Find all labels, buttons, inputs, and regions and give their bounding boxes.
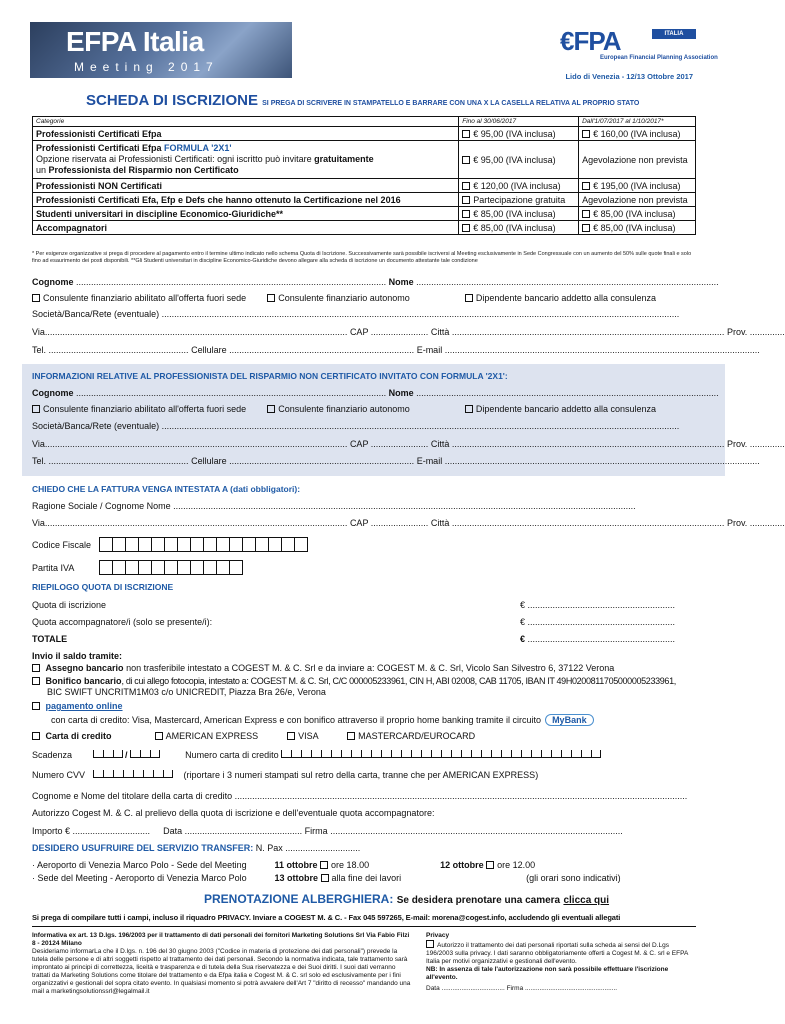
checkbox[interactable] [426, 940, 434, 948]
title-instructions: SI PREGA DI SCRIVERE IN STAMPATELLO E BARRARE CON UNA X LA CASELLA RELATIVA AL PROPRIO STATO [262, 100, 640, 107]
invoice-section-title: CHIEDO CHE LA FATTURA VENGA INTESTATA A (dati obbligatori): [32, 484, 301, 494]
banner-subtitle: Meeting 2017 [74, 60, 219, 74]
checkbox[interactable] [32, 702, 40, 710]
invitee-cognome-nome-row[interactable]: Cognome ............................................................................................................................ Nome ......................................................................................................................... [32, 388, 719, 398]
hotel-row: PRENOTAZIONE ALBERGHIERA: Se desidera prenotare una camera clicca qui [204, 892, 610, 906]
summary-section-title: RIEPILOGO QUOTA DI ISCRIZIONE [32, 582, 174, 592]
checkbox[interactable] [582, 182, 590, 190]
logo-mark: €FPA [560, 26, 621, 56]
opt-visa[interactable]: VISA [287, 731, 318, 741]
row-category: Professionisti NON Certificati [33, 179, 459, 193]
opt-consulente-fuori-sede[interactable]: Consulente finanziario abilitato all'offerta fuori sede [32, 404, 246, 414]
scadenza-year-field[interactable] [130, 750, 160, 760]
invitee-status-options-row [32, 404, 696, 414]
option-late: Agevolazione non prevista [579, 141, 696, 179]
option-late[interactable]: € 85,00 (IVA inclusa) [579, 207, 696, 221]
checkbox[interactable] [287, 732, 295, 740]
opt-consulente-autonomo[interactable]: Consulente finanziario autonomo [267, 404, 410, 414]
scadenza-row: Scadenza / Numero carta di credito [32, 750, 696, 760]
opt-transfer-11[interactable]: ore 18.00 [320, 860, 369, 870]
codice-fiscale-boxes[interactable] [99, 537, 307, 554]
banner-title: EFPA Italia [66, 26, 204, 57]
checkbox[interactable] [462, 224, 470, 232]
invitee-contacts-row[interactable]: Tel. ........................................................ Cellulare .......................................................................... E-mail .............................................................................................................................. [32, 456, 760, 466]
invitee-section-title: INFORMAZIONI RELATIVE AL PROFESSIONISTA DEL RISPARMIO NON CERTIFICATO INVITATO CON FORMULA '2X1': [32, 371, 508, 381]
privacy-title: Privacy [426, 932, 450, 939]
privacy-nb: NB: In assenza di tale l'autorizzazione non sarà possibile effettuare l'iscrizione all'evento. [426, 966, 669, 981]
mybank-logo: MyBank [545, 714, 594, 726]
option-early[interactable]: € 95,00 (IVA inclusa) [459, 141, 579, 179]
privacy-block [426, 932, 696, 993]
option-early[interactable]: € 85,00 (IVA inclusa) [459, 207, 579, 221]
invoice-address-row[interactable]: Via......................................................................................................................... CAP ....................... Città ............................................................................................................. Prov. .............. [32, 518, 785, 528]
checkbox[interactable] [465, 405, 473, 413]
online-description: con carta di credito: Visa, Mastercard, American Express e con bonifico attraverso il proprio home banking tramite il circuito MyBank [32, 714, 696, 726]
transfer-title: DESIDERO USUFRUIRE DEL SERVIZIO TRANSFER: [32, 843, 254, 853]
opt-online[interactable] [32, 701, 696, 711]
header-banner [30, 22, 292, 78]
checkbox[interactable] [462, 196, 470, 204]
checkbox[interactable] [486, 861, 494, 869]
logo-badge: ITALIA [652, 29, 696, 39]
title-main: SCHEDA DI ISCRIZIONE [86, 92, 258, 109]
footer-instructions: Si prega di compilare tutti i campi, incluso il riquadro PRIVACY. Inviare a COGEST M. & C. - Fax 045 597265, E-mail: morena@cogest.info, accludendo gli eventuali allegati [32, 913, 621, 922]
card-row [32, 731, 696, 741]
opt-dipendente-bancario[interactable]: Dipendente bancario addetto alla consulenza [465, 293, 656, 303]
titolare-row[interactable]: Cognome e Nome del titolare della carta di credito ..................................................................................................................................................................................... [32, 791, 688, 801]
status-options-row [32, 293, 696, 303]
partita-iva-label: Partita IVA [32, 562, 75, 573]
option-late[interactable]: € 85,00 (IVA inclusa) [579, 221, 696, 235]
transfer-route-1: · Aeroporto di Venezia Marco Polo - Sede del Meeting 11 ottobre ore 18.00 12 ottobre ore 12.00 [32, 860, 536, 870]
checkbox[interactable] [32, 677, 40, 685]
option-late: Agevolazione non prevista [579, 193, 696, 207]
row-category: Professionisti Certificati Efa, Efp e Defs che hanno ottenuto la Certificazione nel 2016 [33, 193, 459, 207]
table-row [33, 141, 696, 179]
checkbox[interactable] [347, 732, 355, 740]
hotel-title: PRENOTAZIONE ALBERGHIERA: [204, 892, 394, 906]
transfer-title-row[interactable]: DESIDERO USUFRUIRE DEL SERVIZIO TRANSFER: N. Pax .............................. [32, 843, 361, 853]
table-row [33, 207, 696, 221]
table-row [33, 127, 696, 141]
checkbox[interactable] [155, 732, 163, 740]
event-dateline: Lido di Venezia - 12/13 Ottobre 2017 [565, 72, 693, 81]
opt-transfer-12[interactable]: ore 12.00 [486, 860, 535, 870]
payment-title: Invio il saldo tramite: [32, 651, 123, 661]
header-categorie: Categorie [33, 117, 459, 127]
checkbox[interactable] [32, 732, 40, 740]
informativa-title: Informativa ex art. 13 D.lgs. 196/2003 per il trattamento di dati personali dei fornitori Marketing Solutions Srl Via Fabio Filzi 8 - 20124 Milano [32, 932, 410, 947]
checkbox[interactable] [267, 294, 275, 302]
checkbox[interactable] [267, 405, 275, 413]
contacts-row[interactable]: Tel. ........................................................ Cellulare .......................................................................... E-mail .............................................................................................................................. [32, 345, 760, 355]
checkbox[interactable] [582, 224, 590, 232]
table-row [33, 179, 696, 193]
opt-mastercard[interactable]: MASTERCARD/EUROCARD [347, 731, 475, 741]
option-early[interactable]: € 85,00 (IVA inclusa) [459, 221, 579, 235]
checkbox[interactable] [462, 182, 470, 190]
privacy-sign-row[interactable]: Data ................................... Firma ................................................... [426, 985, 618, 992]
row-category: Accompagnatori [33, 221, 459, 235]
checkbox[interactable] [32, 405, 40, 413]
card-number-field[interactable] [281, 750, 601, 760]
opt-consulente-fuori-sede[interactable]: Consulente finanziario abilitato all'offerta fuori sede [32, 293, 246, 303]
option-early[interactable]: € 95,00 (IVA inclusa) [459, 127, 579, 141]
row-category: Studenti universitari in discipline Economico-Giuridiche** [33, 207, 459, 221]
opt-amex[interactable]: AMERICAN EXPRESS [155, 731, 259, 741]
option-early[interactable]: Partecipazione gratuita [459, 193, 579, 207]
opt-dipendente-bancario[interactable]: Dipendente bancario addetto alla consulenza [465, 404, 656, 414]
table-row [33, 193, 696, 207]
option-late[interactable]: € 160,00 (IVA inclusa) [579, 127, 696, 141]
table-row [33, 221, 696, 235]
cvv-field[interactable] [93, 770, 173, 780]
header-late: Dall'1/07/2017 al 1/10/2017* [579, 117, 696, 127]
opt-carta[interactable]: Carta di credito [32, 731, 112, 741]
partita-iva-row [32, 560, 696, 580]
importo-row[interactable]: Importo € ............................... Data ............................................... Firma ..................................................................................................................... [32, 826, 623, 836]
cognome-nome-row[interactable]: Cognome ............................................................................................................................ Nome ......................................................................................................................... [32, 277, 719, 287]
codice-fiscale-row [32, 537, 696, 557]
checkbox[interactable] [321, 874, 329, 882]
checkbox[interactable] [32, 664, 40, 672]
informativa-body: Desideriamo informarLa che il D.lgs. n. 196 del 30 giugno 2003 ("Codice in materia di protezione dei dati personali") prevede la tutela delle persone e di altri soggetti rispetto al trattamento dei dati personali. Secondo la normativa indicata, tale trattamento sarà improntato ai principi di correttezza, liceità e trasparenza e di tutela della Sua riservatezza e dei Suoi diritti. I suoi dati verranno trattati da Marketing Solutions come titolare del trattamento e da Efpa italia e Cogest M. & C. srl solo ed esclusivamente per i fini organizzativi e gestionali del sopra citato evento. In qualsiasi momento si potrà avvalere dell'Art 7 "diritto di recesso" mandando una mail a marketingsolutionssrl@legalmail.it [32, 948, 411, 995]
invitee-societa-row[interactable]: Società/Banca/Rete (eventuale) ............................................................................................................................................................................................................... [32, 421, 680, 431]
page-title [86, 92, 639, 109]
fees-note: * Per esigenze organizzative si prega di procedere al pagamento entro il termine ultimo indicato nello schema Quota di Iscrizione. Successivamente sarà possibile iscriversi al Meeting esclusivamente in Sede Congressuale con un aumento del 50% sulle quote finali e solo fino ad esaurimento dei posti disponibili. **Gli Studenti universitari in discipline Economico-Giuridiche devono allegare alla scheda di iscrizione un documento attestante tale condizione [32, 251, 692, 264]
societa-row[interactable]: Società/Banca/Rete (eventuale) ............................................................................................................................................................................................................... [32, 309, 680, 319]
summary-accomp-row[interactable]: Quota accompagnatore/i (solo se presente/i): € ........................................................... [32, 617, 676, 627]
partita-iva-boxes[interactable] [99, 560, 242, 577]
invitee-address-row[interactable]: Via......................................................................................................................... CAP ....................... Città ............................................................................................................. Prov. .............. [32, 439, 785, 449]
opt-transfer-13[interactable]: alla fine dei lavori [321, 873, 402, 883]
checkbox[interactable] [320, 861, 328, 869]
privacy-consent[interactable]: Autorizzo il trattamento dei dati personali riportati sulla scheda ai sensi del D.Lgs 196/2003 sulla privacy. I dati saranno obbligatoriamente offerti a Cogest M. & C. srl e EFPA Italia per motivi organizzativi e gestionali dell'evento. [426, 942, 688, 965]
summary-quota-row[interactable]: Quota di iscrizione € ........................................................... [32, 600, 676, 610]
opt-bonifico[interactable]: Bonifico bancario, di cui allego fotocopia, intestato a: COGEST M. & C. Srl, C/C 000005233961, CIN H, ABI 02008, CAB 11705, IBAN IT 49H0200811705000005233961, BIC SWIFT UNCRITM1M03 c/o UNICREDIT, Piazza Bra 26/e, Verona [32, 676, 696, 700]
checkbox[interactable] [32, 294, 40, 302]
header-early: Fino al 30/06/2017 [459, 117, 579, 127]
fees-table [32, 116, 696, 235]
scadenza-field[interactable] [93, 750, 123, 760]
option-late[interactable]: € 195,00 (IVA inclusa) [579, 179, 696, 193]
checkbox[interactable] [582, 210, 590, 218]
hotel-link[interactable]: clicca qui [563, 895, 610, 906]
opt-consulente-autonomo[interactable]: Consulente finanziario autonomo [267, 293, 410, 303]
codice-fiscale-label: Codice Fiscale [32, 539, 92, 550]
table-header-row [33, 117, 696, 127]
opt-assegno[interactable]: Assegno bancario non trasferibile intestato a COGEST M. & C. Srl e da inviare a: COGEST M. & C. Srl, Vicolo San Silvestro 6, 37122 Verona [32, 663, 696, 673]
checkbox[interactable] [462, 156, 470, 164]
checkbox[interactable] [582, 130, 590, 138]
option-early[interactable]: € 120,00 (IVA inclusa) [459, 179, 579, 193]
informativa-block [32, 932, 412, 996]
summary-totale-row[interactable]: TOTALE € ........................................................... [32, 634, 676, 644]
checkbox[interactable] [462, 210, 470, 218]
logo-subtitle: European Financial Planning Association [600, 55, 718, 61]
efpa-logo [560, 26, 718, 66]
online-payment-link[interactable]: pagamento online [45, 701, 123, 711]
checkbox[interactable] [465, 294, 473, 302]
transfer-route-2: · Sede del Meeting - Aeroporto di Venezia Marco Polo 13 ottobre alla fine dei lavori (gli orari sono indicativi) [32, 873, 621, 883]
row-category: Professionisti Certificati Efpa FORMULA '2X1' Opzione riservata ai Professionisti Certificati: ogni iscritto può invitare gratuitamente un Professionista del Risparmio non Certificato [33, 141, 459, 179]
cvv-row: Numero CVV (riportare i 3 numeri stampati sul retro della carta, tranne che per AMERICAN EXPRESS) [32, 770, 539, 780]
footer-divider [32, 926, 696, 927]
row-category: Professionisti Certificati Efpa [33, 127, 459, 141]
ragione-sociale-row[interactable]: Ragione Sociale / Cognome Nome ......................................................................................................................................................................................... [32, 501, 636, 511]
autorizzo-row[interactable]: Autorizzo Cogest M. & C. al prelievo della quota di iscrizione e dell'eventuale quota accompagnatore: [32, 808, 435, 818]
address-row[interactable]: Via......................................................................................................................... CAP ....................... Città ............................................................................................................. Prov. .............. [32, 327, 785, 337]
checkbox[interactable] [462, 130, 470, 138]
